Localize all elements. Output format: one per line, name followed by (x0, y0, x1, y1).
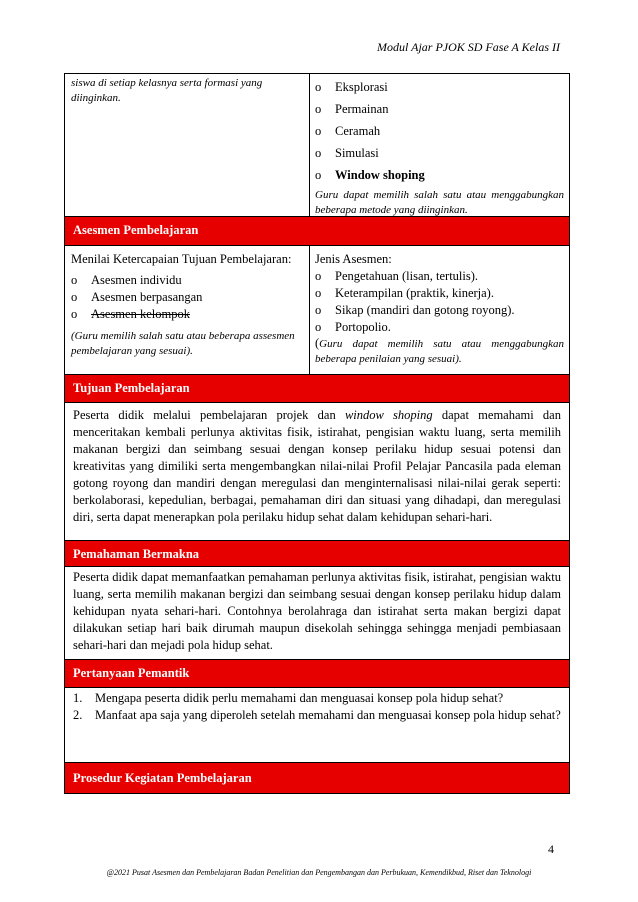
page-header-title: Modul Ajar PJOK SD Fase A Kelas II (377, 40, 560, 54)
methods-right-cell (310, 74, 569, 216)
section-heading-tujuan: Tujuan Pembelajaran (65, 375, 569, 403)
asesmen-left-title: Menilai Ketercapaian Tujuan Pembelajaran: (71, 252, 292, 266)
list-item: o Asesmen berpasangan (71, 290, 203, 304)
asesmen-right-cell (310, 246, 569, 374)
list-item: o Simulasi (315, 146, 379, 160)
asesmen-left-list (71, 272, 303, 323)
list-item: o Permainan (315, 102, 389, 116)
section-heading-prosedur: Prosedur Kegiatan Pembelajaran (65, 763, 569, 794)
page-footer: @2021 Pusat Asesmen dan Pembelajaran Badan Penelitian dan Pengembangan dan Perbukuan, Kemendikbud, Riset dan Teknologi (106, 868, 532, 877)
tujuan-paragraph: Peserta didik melalui pembelajaran projek dan window shoping dapat memahami dan menceritakan kembali perlunya aktivitas fisik, istirahat, pengisian waktu luang, serta memilih makanan bergizi dan seimbang sesuai dengan konsep perilaku hidup sesuai potensi dan kreativitas yang dimiliki serta mengembangkan nilai-nilai Profil Pelajar Pancasila pada eleman gotong royong dan mandiri dengan meregulasi dan menginternalisasi nilai-nilai gerak seperti: berkolaborasi, kepedulian, berbagai, pemahaman diri dan situasi yang dihadapi, dan meregulasi diri, serta dapat menerapkan pola perilaku hidup sehat dalam kehidupan sehari-hari. (65, 403, 569, 541)
methods-list (315, 76, 564, 186)
list-item: o Portopolio. (315, 320, 391, 334)
asesmen-row (65, 246, 569, 375)
page-number: 4 (548, 842, 554, 856)
list-item: o Ceramah (315, 124, 381, 138)
section-heading-pemahaman: Pemahaman Bermakna (65, 541, 569, 567)
pemahaman-paragraph: Peserta didik dapat memanfaatkan pemahaman perlunya aktivitas fisik, istirahat, pengisian waktu luang, serta memilih makanan bergizi dan seimbang sesuai dengan konsep perilaku hidup dalam kehidupan nyata sehari-hari. Contohnya berolahraga dan istirahat serta makan bergizi dapat dilakukan setiap hari baik dirumah maupun disekolah sehingga sehingga menjadi pembiasaan sehari-hari dan mejadi pola hidup sehat. (65, 567, 569, 660)
asesmen-left-note: (Guru memilih salah satu atau beberapa assesmen pembelajaran yang sesuai). (71, 330, 295, 357)
list-item: o Asesmen individu (71, 273, 182, 287)
list-item: o Pengetahuan (lisan, tertulis). (315, 269, 479, 283)
pertanyaan-content (65, 688, 569, 763)
methods-row (65, 74, 569, 217)
list-item: o Window shoping (315, 168, 425, 182)
list-item: o Sikap (mandiri dan gotong royong). (315, 303, 515, 317)
module-table (64, 73, 570, 794)
list-item: 2. Manfaat apa saja yang diperoleh setelah memahami dan menguasai konsep pola hidup sehat? (73, 708, 561, 722)
list-item: o Asesmen kelompok (71, 307, 190, 321)
section-heading-pertanyaan: Pertanyaan Pemantik (65, 660, 569, 688)
list-item: 1. Mengapa peserta didik perlu memahami dan menguasai konsep pola hidup sehat? (73, 691, 504, 705)
list-item: o Keterampilan (praktik, kinerja). (315, 286, 494, 300)
formation-text: siswa di setiap kelasnya serta formasi yang diinginkan. (71, 77, 263, 104)
methods-note: Guru dapat memilih salah satu atau menggabungkan beberapa metode yang diinginkan. (315, 189, 564, 216)
asesmen-right-note: (Guru dapat memilih satu atau menggabungkan beberapa penilaian yang sesuai). (315, 336, 564, 365)
methods-left-cell (65, 74, 310, 216)
section-heading-asesmen: Asesmen Pembelajaran (65, 217, 569, 246)
list-item: o Eksplorasi (315, 80, 388, 94)
asesmen-right-title: Jenis Asesmen: (315, 252, 392, 266)
asesmen-left-cell (65, 246, 310, 374)
asesmen-right-list (315, 268, 564, 336)
pertanyaan-list (73, 690, 561, 724)
